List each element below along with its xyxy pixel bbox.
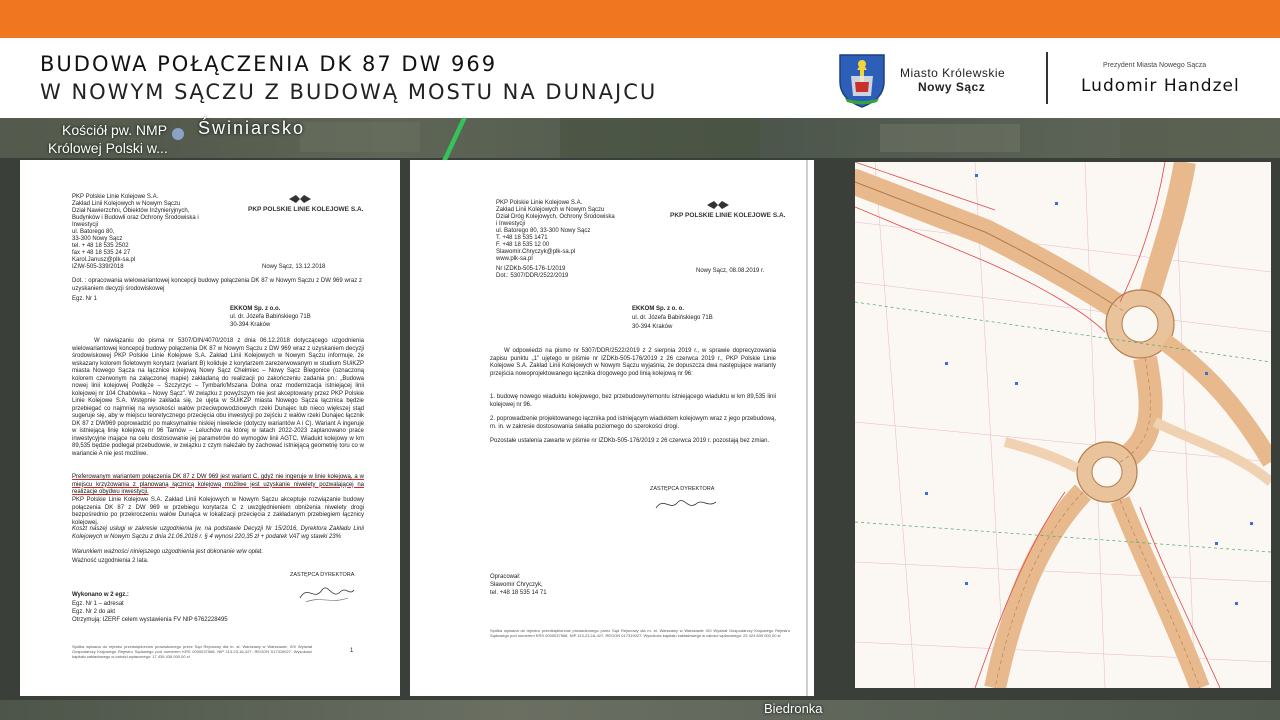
doc1-signature-icon <box>296 580 356 606</box>
city-crest-icon <box>837 52 887 108</box>
doc1-body-paragraph: W nawiązaniu do pisma nr 5307/DIN/4070/2018 z dnia 06.12.2018 dotyczącego uzgodnienia wielowariantowej koncepcji budowy połączenia DK 87 w Nowym Sączu z DW 969 wraz z uzyskaniem decyzji środowiskowej PKP Polskie Linie Kolejowe S.A. Zakład Linii Kolejowych w Nowym Sączu informuje, że wskazany kolorem fioletowym korytarz (wariant B) koliduje z korytarzem zarezerwowanym w studium SUiKZP miasta Nowego Sącza na łącznice kolejową Nowy Sącz Chełmiec – Nowy Sącz Biegonice (oznaczoną kolorem czerwonym na załączonej mapie) zakładaną do realizacji po zakończeniu zadania pn.: „Budowa nowej linii kolejowej Podłęże – Szczyrzyc – Tymbark/Mszana Dolna oraz modernizacja istniejącej linii kolejowej nr 104 Chabówka – Nowy Sącz”. W związku z powyższym nie jest akceptowany przez PKP Polskie Linie Kolejowe S.A. Wstępnie zakłada się, że ujęta w SUiKZP miasta Nowego Sącza łącznica będzie przebiegać co najmniej na wysokości wałów przeciwpowodziowych rzeki Dunajec lub nieco większej stąd sugeruje się, aby w miejscu teoretycznego przecięcia obu inwestycji po zejściu z wałów rzeki Dunajec łącznik DK 87 z DW969 poprowadzić po maksymalnie niskiej niwelecie (dotyczy wariantów A i C). Wariant A ingeruje w istniejącą linię kolejową nr 96 Tarnów – Leluchów na której w latach 2022-2023 zaplanowano prace inwestycyjne mające na celu dostosowanie jej parametrów do wymogów linii AGTC. Wiadukt kolejowy w km 89,535 będzie podlegał przebudowie, w związku z czym należało by zachować istniejącą geometrię toru co w wariancie A nie jest możliwe. <box>72 338 364 457</box>
doc2-sender-line: www.plk-sa.pl <box>496 256 533 262</box>
doc1-copies-item: Egz. Nr 2 do akt <box>72 609 116 615</box>
doc2-footer: Spółka wpisana do rejestru przedsiębiorców prowadzonego przez Sąd Rejonowy dla m. st. Warszawy w Warszawie XIII Wydział Gospodarczy Krajowego Rejestru Sądowego pod numerem KRS 0000037568, NIP 113-23-16-427, REGON 017319027. Wysokość kapitału zakładowego w całości wpłaconego: 23 424 839 000,00 zł <box>490 628 790 638</box>
doc1-recipient-line: EKKOM Sp. z o.o. <box>230 306 281 312</box>
page-title-line1: BUDOWA POŁĄCZENIA DK 87 DW 969 <box>40 52 498 76</box>
doc2-sender-line: PKP Polskie Linie Kolejowe S.A. <box>496 200 583 206</box>
header-divider <box>1046 52 1048 104</box>
doc1-recipient-line: 30-394 Kraków <box>230 322 271 328</box>
doc1-sender-line: fax + 48 18 535 24 27 <box>72 250 131 256</box>
road-north <box>1145 162 1185 312</box>
roundabout-1-island <box>1122 306 1158 342</box>
doc1-sender-line: Budynków i Budowli oraz Ochrony Środowiska i <box>72 215 199 221</box>
aerial-map-strip-top <box>0 118 1280 158</box>
doc2-sender-line: Dział Dróg Kolejowych, Ochrony Środowiska <box>496 214 615 220</box>
aerial-map-strip-bottom <box>0 700 1280 720</box>
doc2-sender-line: T. +48 18 535 1471 <box>496 235 548 241</box>
top-accent-bar <box>0 0 1280 38</box>
road-plan-map <box>855 162 1271 688</box>
doc1-sender-line: Zakład Linii Kolejowych w Nowym Sączu <box>72 201 181 207</box>
doc2-logo-text: PKP POLSKIE LINIE KOLEJOWE S.A. <box>670 212 786 219</box>
map-label-bottom: Biedronka <box>764 701 823 716</box>
road-plan-drawing <box>855 162 1271 688</box>
doc2-sender-line: ul. Batorego 80, 33-300 Nowy Sącz <box>496 228 591 234</box>
roundabout-2-island <box>1092 457 1122 487</box>
letter-document-2 <box>410 160 814 696</box>
mayor-role: Prezydent Miasta Nowego Sącza <box>1103 62 1207 69</box>
doc1-sender-line: Inwestycji <box>72 222 99 228</box>
doc2-signature-label: ZASTĘPCA DYREKTORA <box>650 486 715 492</box>
letter-document-1 <box>20 160 400 696</box>
doc2-body-paragraph: W odpowiedzi na pismo nr 5307/DDR/2522/2019 z 2 sierpnia 2019 r., w sprawie doprecyzowania zapisu punktu „1” ujętego w piśmie nr IZDKb-505-176/2019 z 26 czerwca 2019 r., PKP Polskie Linie Kolejowe S.A. Zakład Linii Kolejowych w Nowym Sączu wyjaśnia, że dopuszcza dwa następujące warianty przejścia nowoprojektowanego łącznika drogowego pod linią kolejową nr 96: <box>490 348 776 377</box>
doc2-prepared-name: Sławomir Chryczyk, <box>490 582 543 588</box>
doc2-list-item: 2. poprowadzenie projektowanego łącznika pod istniejącym wiaduktem kolejowym wraz z jego przebudową, m. in. w zakresie dostosowania światła poziomego do szerokości drogi. <box>490 416 776 430</box>
page-title-line2: W NOWYM SĄCZU Z BUDOWĄ MOSTU NA DUNAJCU <box>40 80 658 104</box>
doc1-sender-line: ul. Batorego 80, <box>72 229 115 235</box>
pkp-logo-icon <box>288 194 312 204</box>
doc1-sender-line: PKP Polskie Linie Kolejowe S.A. <box>72 194 159 200</box>
pkp-logo-icon <box>706 200 730 210</box>
map-label-church-2: Królowej Polski w... <box>48 140 168 156</box>
doc2-recipient-line: ul. dr. Józefa Babińskiego 71B <box>632 315 713 321</box>
doc1-reference: IZIW-505-339/2018 <box>72 264 124 270</box>
road-west <box>1005 442 1077 468</box>
doc1-copy-number: Egz. Nr 1 <box>72 296 98 302</box>
doc1-body-paragraph-2: PKP Polskie Linie Kolejowe S.A. Zakład Linii Kolejowych w Nowym Sączu akceptuje rozwiązanie budowy połączenia DK 87 z DW 969 w przebiegu korytarza C z uwzględnieniem obniżenia niwelety drogi bezpośrednio po przekroczeniu wałów Dunajca w lokalizacji przecięcia z zakładanym przebiegiem łącznicy kolejowej. <box>72 497 364 526</box>
doc1-body-highlighted: Preferowanym wariantem połączenia DK 87 z DW 969 jest wariant C, gdyż nie ingeruje w linie kolejową, a w miejscu krzyżowania z planowaną łącznicą kolejową możliwe jest uzyskanie niwelety pozwalającej na realizacje obydwu inwestycji. <box>72 474 364 495</box>
doc2-prepared-phone: tel. +48 18 535 14 71 <box>490 590 547 596</box>
parcel-lines <box>855 162 1271 688</box>
doc1-sender-line: 33-300 Nowy Sącz <box>72 236 123 242</box>
doc1-subject: Dot. : opracowania wielowariantowej koncepcji budowy połączenia DK 87 w Nowym Sączu z DW 969 wraz z uzyskaniem decyzji środowiskowej <box>72 278 362 292</box>
doc2-signature-icon <box>654 494 718 514</box>
mayor-name: Ludomir Handzel <box>1081 76 1240 96</box>
doc1-cost-note: Koszt naszej usługi w zakresie uzgodnienia jw. na podstawie Decyzji Nr 15/2016, Dyrektora Zakładu Linii Kolejowych w Nowym Sączu z dnia 21.06.2016 r. § 4 wynosi 220,35 zł + podatek VAT wg stawki 23% <box>72 526 364 540</box>
doc1-validity: Ważność uzgodnienia 2 lata. <box>72 558 149 564</box>
doc2-sender-line: F. +48 18 535 12 00 <box>496 242 550 248</box>
doc1-condition: Warunkiem ważności niniejszego uzgodnienia jest dokonanie w/w opłat. <box>72 549 263 555</box>
doc2-sender-line: Zakład Linii Kolejowych w Nowym Sączu <box>496 207 605 213</box>
doc1-copies-item: Egz. Nr 1 – adresat <box>72 601 124 607</box>
doc2-sender-line: Slawomir.Chryczyk@plk-sa.pl <box>496 249 576 255</box>
map-label-church-1: Kościół pw. NMP <box>62 122 168 138</box>
header <box>0 38 1280 118</box>
doc1-copies-title: Wykonano w 2 egz.: <box>72 592 129 598</box>
doc2-list-item: 1. budowę nowego wiaduktu kolejowego, bez przebudowy/remontu istniejącego wiaduktu w km 89,535 linii kolejowej nr 96. <box>490 394 776 408</box>
doc1-recipient-line: ul. dr. Józefa Babińskiego 71B <box>230 314 311 320</box>
doc2-sender-line: i Inwestycji <box>496 221 526 227</box>
road-southwest <box>995 492 1083 688</box>
doc2-body-paragraph-2: Pozostałe ustalenia zawarte w piśmie nr IZDKb-505-176/2019 z 26 czerwca 2019 r. pozostają bez zmian. <box>490 438 770 444</box>
doc1-sender-line: Karol.Janusz@plk-sa.pl <box>72 257 136 263</box>
doc2-prepared-title: Opracował: <box>490 574 521 580</box>
doc2-date: Nowy Sącz, 08.08.2019 r. <box>696 268 765 274</box>
doc1-sender-line: tel. + 48 18 535 2502 <box>72 243 129 249</box>
city-name-line2: Nowy Sącz <box>918 80 986 94</box>
road-main-top <box>855 182 1125 312</box>
map-label-district: Świniarsko <box>198 118 306 138</box>
doc2-recipient-line: 30-394 Kraków <box>632 324 673 330</box>
doc2-recipient-line: EKKOM Sp. z o. o. <box>632 306 684 312</box>
doc1-signature-label: ZASTĘPCA DYREKTORA <box>290 572 355 578</box>
doc2-reference: Nr IZDKb-505-176-1/2019 <box>496 266 566 272</box>
doc1-sender-line: Dział Nawierzchni, Obiektów Inżynieryjnych, <box>72 208 190 214</box>
city-name-line1: Miasto Królewskie <box>900 66 1006 80</box>
map-texture <box>0 118 1280 158</box>
doc1-logo-text: PKP POLSKIE LINIE KOLEJOWE S.A. <box>248 206 364 213</box>
doc1-page-number: 1 <box>350 648 354 654</box>
doc1-footer: Spółka wpisana do rejestru przedsiębiorców prowadzonego przez Sąd Rejonowy dla m. st. Warszawy w Warszawie, XIV Wydział Gospodarczy Krajowego Rejestru Sądowego pod numerem KRS 0000037568, NIP 113-23-16-427, REGON 017319027. Wysokość kapitału zakładowego w całości wpłaconego: 17 436 436 000,00 zł <box>72 644 312 659</box>
doc1-copies-item: Otrzymują: IZERF celem wystawienia FV NIP 6762228495 <box>72 617 228 623</box>
doc1-date: Nowy Sącz, 13.12.2018 <box>262 264 326 270</box>
doc2-reference-2: Dot.: 5307/DDR/2522/2019 <box>496 273 569 279</box>
doc2-edge-shadow <box>806 160 808 696</box>
